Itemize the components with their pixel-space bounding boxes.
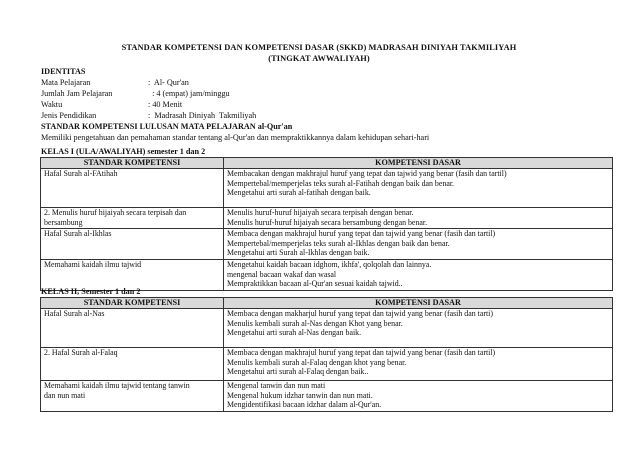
sk-line: bersambung	[44, 217, 83, 227]
kd-line: Membacakan dengan makhrajul huruf yang tepat dan tajwid yang benar (fasih dan tartil)	[227, 169, 507, 178]
identitas-label: Jenis Pendidikan	[41, 111, 97, 120]
sk-line: 2. Hafal Surah al-Falaq	[44, 348, 118, 357]
kd-cell	[224, 381, 613, 412]
kd-line: Mempraktikkan bacaan al-Qur'an sesuai kaidah tajwid..	[227, 279, 403, 289]
sk-line: Hafal Surah al-FAtihah	[44, 169, 118, 178]
identitas-value: : Madrasah Diniyah Takmiliyah	[148, 111, 257, 120]
table-row	[41, 381, 613, 412]
sk-cell	[41, 208, 224, 229]
skl-text: Memiliki pengetahuan dan pemahaman standar tentang al-Qur'an dan mempraktikkannya dalam kehidupan sehari-hari	[41, 133, 430, 142]
identitas-value: : 4 (empat) jam/minggu	[148, 89, 230, 98]
identitas-label: Mata Pelajaran	[41, 78, 91, 87]
sk-cell	[41, 381, 224, 412]
col-header-kompetensi-dasar: KOMPETENSI DASAR	[224, 298, 613, 309]
table-row	[41, 229, 613, 260]
kd-line: Mengidentifikasi bacaan idzhar dalam al-Qur'an.	[227, 400, 382, 410]
sk-line: Hafal Surah al-Nas	[44, 309, 105, 318]
sk-line: Memahami kaidah ilmu tajwid tentang tanwin	[44, 381, 190, 390]
identitas-heading: IDENTITAS	[41, 67, 86, 76]
kd-line: Menulis huruf-huruf hijaiyah secara terpisah dengan benar.	[227, 208, 414, 217]
identitas-label: Waktu	[41, 100, 63, 109]
kd-line: Mengenal hukum idzhar tanwin dan nun mati.	[227, 390, 373, 400]
sk-cell	[41, 348, 224, 381]
document-title: STANDAR KOMPETENSI DAN KOMPETENSI DASAR (SKKD) MADRASAH DINIYAH TAKMILIYAH	[121, 43, 517, 52]
sk-line: Memahami kaidah ilmu tajwid	[44, 260, 142, 269]
kd-line: Mengenal tanwin dan nun mati	[227, 381, 326, 390]
table-row	[41, 260, 613, 291]
kelas2-table	[40, 297, 613, 412]
kd-line: Mengetahui arti Surah al-Ikhlas dengan baik.	[227, 248, 370, 258]
document-subtitle: (TINGKAT AWWALIYAH)	[268, 54, 370, 63]
identitas-row	[41, 111, 601, 121]
table-row	[41, 348, 613, 381]
identitas-row	[41, 89, 601, 99]
kd-line: Menulis kembali surah al-Nas dengan Khot yang benar.	[227, 318, 403, 328]
skl-heading: STANDAR KOMPETENSI LULUSAN MATA PELAJARAN al-Qur'an	[41, 122, 293, 131]
identitas-value: : 40 Menit	[148, 100, 183, 109]
kd-line: Mengetahui kaidah bacaan idghom, ikhfa', qolqolah dan lainnya.	[227, 260, 432, 269]
kd-line: Membaca dengan makhrajul huruf yang tepat dan tajwid yang benar (fasih dan tartil)	[227, 229, 496, 238]
kd-line: Mengetahui arti surah al-Falaq dengan baik..	[227, 367, 369, 377]
col-header-standar-kompetensi: STANDAR KOMPETENSI	[41, 158, 224, 169]
table-header-row	[41, 298, 613, 309]
identitas-row	[41, 78, 601, 88]
table-row	[41, 208, 613, 229]
sk-cell	[41, 229, 224, 260]
kelas1-table	[40, 157, 613, 291]
kd-line: Mempertebal/memperjelas teks surah al-Fatihah dengan baik dan benar.	[227, 178, 454, 188]
kd-line: Membaca dengan makhrajul huruf yang tepat dan tajwid yang benar (fasih dan tartil)	[227, 348, 496, 357]
kd-line: Menulis huruf-huruf hijaiyah secara bersambung dengan benar.	[227, 217, 428, 227]
kd-cell	[224, 309, 613, 348]
sk-cell	[41, 260, 224, 291]
identitas-label: Jumlah Jam Pelajaran	[41, 89, 113, 98]
kd-cell	[224, 169, 613, 208]
identitas-row	[41, 100, 601, 110]
kd-line: Mengetahui arti surah al-fatihah dengan baik.	[227, 188, 371, 198]
kd-line: Membaca dengan makharjul huruf yang tepat dan tajwid yang benar (fasih dan tarti)	[227, 309, 493, 318]
kd-line: Mempertebal/memperjelas teks surah al-Ikhlas dengan baik dan benar.	[227, 238, 450, 248]
col-header-kompetensi-dasar: KOMPETENSI DASAR	[224, 158, 613, 169]
kelas2-heading: KELAS II, Semester 1 dan 2	[41, 287, 141, 296]
kd-line: mengenal bacaan wakaf dan wasal	[227, 269, 337, 279]
kd-line: Mengetahui arti surah al-Nas dengan baik.	[227, 328, 362, 338]
sk-cell	[41, 309, 224, 348]
identitas-value: : Al- Qur'an	[148, 78, 189, 87]
col-header-standar-kompetensi: STANDAR KOMPETENSI	[41, 298, 224, 309]
sk-line: 2. Menulis huruf hijaiyah secara terpisah dan	[44, 208, 187, 217]
table-row	[41, 309, 613, 348]
table-row	[41, 169, 613, 208]
kelas1-heading: KELAS I (ULA/AWALIYAH) semester 1 dan 2	[41, 147, 206, 156]
kd-cell	[224, 348, 613, 381]
sk-line: dan nun mati	[44, 390, 86, 400]
table-header-row	[41, 158, 613, 169]
kd-cell	[224, 208, 613, 229]
sk-line: Hafal Surah al-Ikhlas	[44, 229, 112, 238]
kd-cell	[224, 260, 613, 291]
kd-line: Menulis kembali surah al-Falaq dengan khot yang benar.	[227, 357, 407, 367]
sk-cell	[41, 169, 224, 208]
kd-cell	[224, 229, 613, 260]
